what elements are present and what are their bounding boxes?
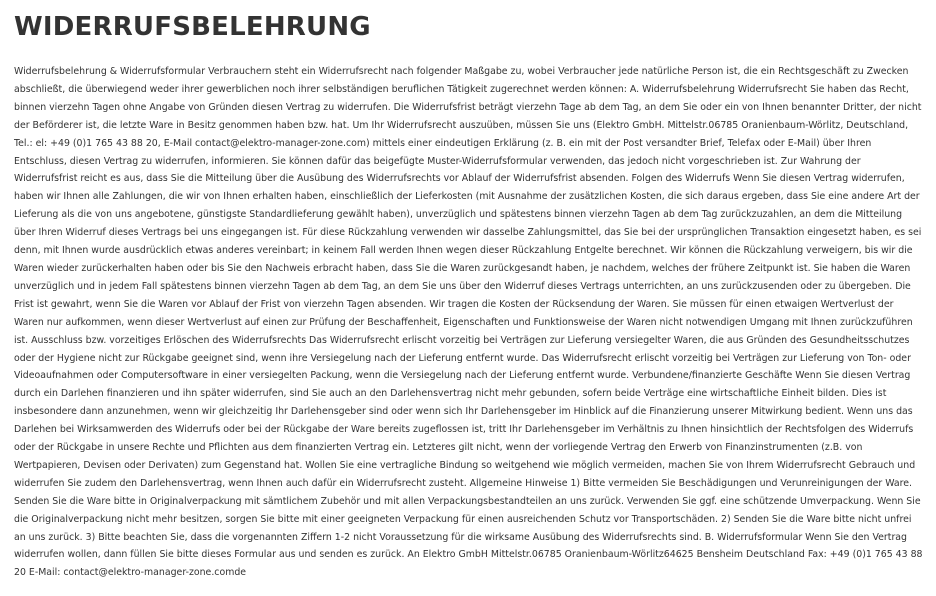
page-content xyxy=(14,8,926,582)
page-title: WIDERRUFSBELEHRUNG xyxy=(14,12,371,42)
revocation-policy-text: Widerrufsbelehrung & Widerrufsformular Verbrauchern steht ein Widerrufsrecht nach folgender Maßgabe zu, wobei Verbraucher jede natürliche Person ist, die ein Rechtsgeschäft zu Zwecken abschließt, die überwiegend weder ihrer gewerblichen noch ihrer selbständigen beruflichen Tätigkeit zugerechnet werden können: A. Widerrufsbelehrung Widerrufsrecht Sie haben das Recht, binnen vierzehn Tagen ohne Angabe von Gründen diesen Vertrag zu widerrufen. Die Widerrufsfrist beträgt vierzehn Tage ab dem Tag, an dem Sie oder ein von Ihnen benannter Dritter, der nicht der Beförderer ist, die letzte Ware in Besitz genommen haben bzw. hat. Um Ihr Widerrufsrecht auszuüben, müssen Sie uns (Elektro GmbH. Mittelstr.06785 Oranienbaum-Wörlitz, Deutschland, Tel.: el: +49 (0)1 765 43 88 20, E-Mail contact@elektro-manager-zone.com) mittels einer eindeutigen Erklärung (z. B. ein mit der Post versandter Brief, Telefax oder E-Mail) über Ihren Entschluss, diesen Vertrag zu widerrufen, informieren. Sie können dafür das beigefügte Muster-Widerrufsformular verwenden, das jedoch nicht vorgeschrieben ist. Zur Wahrung der Widerrufsfrist reicht es aus, dass Sie die Mitteilung über die Ausübung des Widerrufsrechts vor Ablauf der Widerrufsfrist absenden. Folgen des Widerrufs Wenn Sie diesen Vertrag widerrufen, haben wir Ihnen alle Zahlungen, die wir von Ihnen erhalten haben, einschließlich der Lieferkosten (mit Ausnahme der zusätzlichen Kosten, die sich daraus ergeben, dass Sie eine andere Art der Lieferung als die von uns angebotene, günstigste Standardlieferung gewählt haben), unverzüglich und spätestens binnen vierzehn Tagen ab dem Tag zurückzuzahlen, an dem die Mitteilung über Ihren Widerruf dieses Vertrags bei uns eingegangen ist. Für diese Rückzahlung verwenden wir dasselbe Zahlungsmittel, das Sie bei der ursprünglichen Transaktion eingesetzt haben, es sei denn, mit Ihnen wurde ausdrücklich etwas anderes vereinbart; in keinem Fall werden Ihnen wegen dieser Rückzahlung Entgelte berechnet. Wir können die Rückzahlung verweigern, bis wir die Waren wieder zurückerhalten haben oder bis Sie den Nachweis erbracht haben, dass Sie die Waren zurückgesandt haben, je nachdem, welches der frühere Zeitpunkt ist. Sie haben die Waren unverzüglich und in jedem Fall spätestens binnen vierzehn Tagen ab dem Tag, an dem Sie uns über den Widerruf dieses Vertrags unterrichten, an uns zurückzusenden oder zu übergeben. Die Frist ist gewahrt, wenn Sie die Waren vor Ablauf der Frist von vierzehn Tagen absenden. Wir tragen die Kosten der Rücksendung der Waren. Sie müssen für einen etwaigen Wertverlust der Waren nur aufkommen, wenn dieser Wertverlust auf einen zur Prüfung der Beschaffenheit, Eigenschaften und Funktionsweise der Waren nicht notwendigen Umgang mit Ihnen zurückzuführen ist. Ausschluss bzw. vorzeitiges Erlöschen des Widerrufsrechts Das Widerrufsrecht erlischt vorzeitig bei Verträgen zur Lieferung versiegelter Waren, die aus Gründen des Gesundheitsschutzes oder der Hygiene nicht zur Rückgabe geeignet sind, wenn ihre Versiegelung nach der Lieferung entfernt wurde. Das Widerrufsrecht erlischt vorzeitig bei Verträgen zur Lieferung von Ton- oder Videoaufnahmen oder Computersoftware in einer versiegelten Packung, wenn die Versiegelung nach der Lieferung entfernt wurde. Verbundene/finanzierte Geschäfte Wenn Sie diesen Vertrag durch ein Darlehen finanzieren und ihn später widerrufen, sind Sie auch an den Darlehensvertrag nicht mehr gebunden, sofern beide Verträge eine wirtschaftliche Einheit bilden. Dies ist insbesondere dann anzunehmen, wenn wir gleichzeitig Ihr Darlehensgeber sind oder wenn sich Ihr Darlehensgeber im Hinblick auf die Finanzierung unserer Mitwirkung bedient. Wenn uns das Darlehen bei Wirksamwerden des Widerrufs oder bei der Rückgabe der Ware bereits zugeflossen ist, tritt Ihr Darlehensgeber im Verhältnis zu Ihnen hinsichtlich der Rechtsfolgen des Widerrufs oder der Rückgabe in unsere Rechte und Pflichten aus dem finanzierten Vertrag ein. Letzteres gilt nicht, wenn der vorliegende Vertrag den Erwerb von Finanzinstrumenten (z.B. von Wertpapieren, Devisen oder Derivaten) zum Gegenstand hat. Wollen Sie eine vertragliche Bindung so weitgehend wie möglich vermeiden, machen Sie von Ihrem Widerrufsrecht Gebrauch und widerrufen Sie zudem den Darlehensvertrag, wenn Ihnen auch dafür ein Widerrufsrecht zusteht. Allgemeine Hinweise 1) Bitte vermeiden Sie Beschädigungen und Verunreinigungen der Ware. Senden Sie die Ware bitte in Originalverpackung mit sämtlichem Zubehör und mit allen Verpackungsbestandteilen an uns zurück. Verwenden Sie ggf. eine schützende Umverpackung. Wenn Sie die Originalverpackung nicht mehr besitzen, sorgen Sie bitte mit einer geeigneten Verpackung für einen ausreichenden Schutz vor Transportschäden. 2) Senden Sie die Ware bitte nicht unfrei an uns zurück. 3) Bitte beachten Sie, dass die vorgenannten Ziffern 1-2 nicht Voraussetzung für die wirksame Ausübung des Widerrufsrechts sind. B. Widerrufsformular Wenn Sie den Vertrag widerrufen wollen, dann füllen Sie bitte dieses Formular aus und senden es zurück. An Elektro GmbH Mittelstr.06785 Oranienbaum-Wörlitz64625 Bensheim Deutschland Fax: +49 (0)1 765 43 88 20 E-Mail: contact@elektro-manager-zone.comde xyxy=(14,66,923,579)
